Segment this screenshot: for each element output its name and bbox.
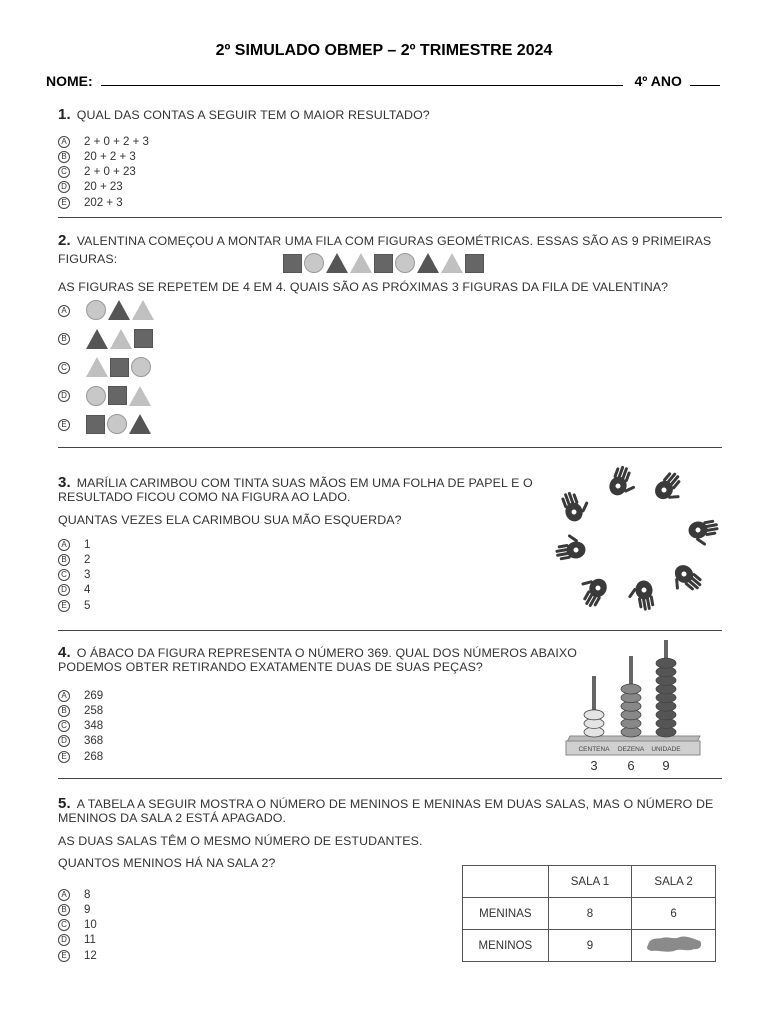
table-row-label: MENINOS [463, 930, 549, 962]
option-text: 5 [84, 599, 91, 612]
q2-option-d[interactable] [58, 389, 84, 404]
option-letter-circle[interactable]: D [58, 934, 70, 946]
q3-option-d[interactable] [58, 583, 90, 598]
q5-option-a[interactable] [58, 887, 90, 902]
q3-number: 3. [58, 474, 71, 491]
option-letter-circle[interactable]: A [58, 539, 70, 551]
q3-text-line2: RESULTADO FICOU COMO NA FIGURA AO LADO. [58, 490, 351, 504]
option-text: 2 + 0 + 2 + 3 [84, 135, 149, 148]
option-letter-circle[interactable]: E [58, 751, 70, 763]
table-header-cell: SALA 1 [548, 866, 632, 898]
grade-blank[interactable] [690, 74, 720, 86]
table-header-row [463, 866, 716, 898]
q5-text-line1: A TABELA A SEGUIR MOSTRA O NÚMERO DE MENINOS E MENINAS EM DUAS SALAS, MAS O NÚMERO DE [76, 797, 714, 811]
option-letter-circle[interactable]: E [58, 950, 70, 962]
triangle-icon [129, 386, 151, 406]
table-cell-erased [632, 930, 716, 962]
triangle-icon [326, 253, 348, 273]
option-text: 348 [84, 720, 104, 733]
q2-option-shapes [86, 357, 151, 377]
q2-question: AS FIGURAS SE REPETEM DE 4 EM 4. QUAIS SÃO AS PRÓXIMAS 3 FIGURAS DA FILA DE VALENTINA? [58, 280, 669, 294]
q5-option-d[interactable] [58, 933, 96, 948]
option-text: 8 [84, 888, 91, 901]
q5-option-b[interactable] [58, 902, 90, 917]
triangle-icon [110, 329, 132, 349]
option-letter-circle[interactable]: C [58, 569, 70, 581]
name-label: NOME: [46, 73, 93, 89]
square-icon [86, 415, 105, 434]
q1-option-d[interactable] [58, 180, 123, 195]
square-icon [110, 358, 129, 377]
square-icon [134, 329, 153, 348]
option-text: 3 [84, 569, 91, 582]
q1-option-b[interactable] [58, 149, 136, 164]
q1-option-c[interactable] [58, 165, 136, 180]
abacus-label-unidade: UNIDADE [651, 746, 681, 753]
q4-option-b[interactable] [58, 703, 103, 718]
option-letter-circle[interactable]: D [58, 735, 70, 747]
square-icon [465, 254, 484, 273]
divider [58, 447, 722, 448]
option-text: 9 [84, 903, 91, 916]
option-text: 268 [84, 750, 104, 763]
q2-option-shapes [86, 329, 153, 349]
option-letter-circle[interactable]: C [58, 720, 70, 732]
circle-icon [304, 253, 324, 273]
square-icon [283, 254, 302, 273]
q2-text-line1: VALENTINA COMEÇOU A MONTAR UMA FILA COM FIGURAS GEOMÉTRICAS. ESSAS SÃO AS 9 PRIMEIRAS [76, 234, 712, 248]
triangle-icon [129, 414, 151, 434]
q3-option-b[interactable] [58, 552, 90, 567]
table-row [463, 898, 716, 930]
abacus-digit-centena: 3 [590, 758, 598, 773]
handprint-icon [555, 534, 587, 562]
option-letter-circle[interactable]: E [58, 197, 70, 209]
divider [58, 778, 722, 779]
q2-option-c[interactable] [58, 360, 84, 375]
q1-statement [58, 107, 430, 123]
triangle-icon [441, 253, 463, 273]
q2-option-e[interactable] [58, 417, 84, 432]
abacus-digit-dezena: 6 [627, 758, 635, 773]
q5-option-c[interactable] [58, 918, 97, 933]
students-table [462, 865, 716, 962]
q2-option-shapes [86, 300, 154, 320]
circle-icon [107, 414, 127, 434]
handprint-icon [652, 470, 688, 506]
q4-number: 4. [58, 644, 71, 661]
q2-option-a[interactable] [58, 303, 84, 318]
option-text: 2 [84, 553, 91, 566]
option-letter-circle[interactable]: E [58, 600, 70, 612]
handprints-figure [552, 460, 724, 618]
triangle-icon [86, 329, 108, 349]
option-text: 2 + 0 + 23 [84, 166, 136, 179]
name-blank[interactable] [101, 74, 623, 86]
q2-option-shapes [86, 414, 151, 434]
name-row [46, 73, 720, 89]
option-text: 11 [84, 934, 96, 947]
q3-option-c[interactable] [58, 568, 90, 583]
q4-text-line1: O ÁBACO DA FIGURA REPRESENTA O NÚMERO 369. QUAL DOS NÚMEROS ABAIXO [76, 646, 577, 660]
abacus-bead [584, 710, 604, 720]
q1-option-e[interactable] [58, 195, 123, 210]
q3-text-line1: MARÍLIA CARIMBOU COM TINTA SUAS MÃOS EM UMA FOLHA DE PAPEL E O [76, 476, 533, 490]
q3-question: QUANTAS VEZES ELA CARIMBOU SUA MÃO ESQUERDA? [58, 513, 402, 527]
abacus-bead [656, 658, 676, 668]
circle-icon [131, 357, 151, 377]
option-text: 269 [84, 689, 104, 702]
q1-number: 1. [58, 106, 71, 123]
q5-statement [58, 796, 728, 812]
erased-smudge [644, 933, 704, 955]
q5-option-e[interactable] [58, 948, 97, 963]
option-text: 10 [84, 919, 97, 932]
q2-statement [58, 233, 728, 249]
option-letter-circle[interactable]: A [58, 889, 70, 901]
abacus-label-dezena: DEZENA [617, 746, 645, 753]
option-letter-circle[interactable]: B [58, 904, 70, 916]
option-letter-circle[interactable]: C [58, 362, 70, 374]
table-row-label: MENINAS [463, 898, 549, 930]
handprint-icon [607, 465, 638, 499]
handprint-icon [688, 519, 720, 547]
option-text: 202 + 3 [84, 196, 123, 209]
q3-option-a[interactable] [58, 537, 90, 552]
circle-icon [86, 300, 106, 320]
option-letter-circle[interactable]: B [58, 705, 70, 717]
option-text: 1 [84, 538, 91, 551]
option-letter-circle[interactable]: B [58, 333, 70, 345]
q2-text-line2: FIGURAS: [58, 252, 118, 266]
abacus-figure [560, 636, 710, 776]
triangle-icon [350, 253, 372, 273]
option-letter-circle[interactable]: D [58, 390, 70, 402]
q5-text-line3: AS DUAS SALAS TÊM O MESMO NÚMERO DE ESTUDANTES. [58, 834, 423, 848]
option-text: 258 [84, 704, 104, 717]
grade-label: 4º ANO [634, 73, 682, 89]
q4-statement [58, 645, 577, 661]
option-text: 12 [84, 949, 97, 962]
q4-option-a[interactable] [58, 688, 103, 703]
q3-option-e[interactable] [58, 598, 90, 613]
table-header-cell: SALA 2 [632, 866, 716, 898]
q2-number: 2. [58, 232, 71, 249]
option-letter-circle[interactable]: B [58, 554, 70, 566]
option-letter-circle[interactable]: A [58, 305, 70, 317]
divider [58, 217, 722, 218]
q4-option-e[interactable] [58, 749, 103, 764]
square-icon [374, 254, 393, 273]
table-cell: 8 [548, 898, 632, 930]
table-header-cell [463, 866, 549, 898]
option-letter-circle[interactable]: B [58, 151, 70, 163]
triangle-icon [108, 300, 130, 320]
page-title: 2º SIMULADO OBMEP – 2º TRIMESTRE 2024 [215, 42, 553, 59]
triangle-icon [417, 253, 439, 273]
triangle-icon [132, 300, 154, 320]
option-letter-circle[interactable]: A [58, 690, 70, 702]
q3-statement [58, 475, 533, 491]
q4-option-c[interactable] [58, 719, 103, 734]
option-text: 368 [84, 735, 104, 748]
option-letter-circle[interactable]: E [58, 419, 70, 431]
q1-text: QUAL DAS CONTAS A SEGUIR TEM O MAIOR RESULTADO? [76, 108, 430, 122]
divider [58, 630, 722, 631]
table-cell: 6 [632, 898, 716, 930]
q1-option-a[interactable] [58, 134, 149, 149]
q2-option-shapes [86, 386, 151, 406]
option-letter-circle[interactable]: C [58, 919, 70, 931]
table-row [463, 930, 716, 962]
abacus-bead [621, 684, 641, 694]
table-cell: 9 [548, 930, 632, 962]
q5-question: QUANTOS MENINOS HÁ NA SALA 2? [58, 856, 276, 870]
triangle-icon [86, 357, 108, 377]
q4-option-d[interactable] [58, 734, 103, 749]
handprint-icon [560, 489, 591, 523]
q2-sequence [283, 253, 484, 273]
option-letter-circle[interactable]: D [58, 181, 70, 193]
abacus-digit-unidade: 9 [662, 758, 670, 773]
option-text: 20 + 2 + 3 [84, 150, 136, 163]
option-letter-circle[interactable]: A [58, 136, 70, 148]
circle-icon [86, 386, 106, 406]
option-text: 4 [84, 584, 91, 597]
square-icon [108, 386, 127, 405]
handprint-icon [628, 580, 656, 612]
abacus-label-centena: CENTENA [578, 746, 610, 753]
option-letter-circle[interactable]: D [58, 584, 70, 596]
q2-option-b[interactable] [58, 332, 84, 347]
option-letter-circle[interactable]: C [58, 166, 70, 178]
q5-number: 5. [58, 795, 71, 812]
q4-text-line2: PODEMOS OBTER RETIRANDO EXATAMENTE DUAS DE SUAS PEÇAS? [58, 660, 483, 674]
option-text: 20 + 23 [84, 181, 123, 194]
circle-icon [395, 253, 415, 273]
handprint-icon [667, 562, 703, 598]
q5-text-line2: MENINOS DA SALA 2 ESTÁ APAGADO. [58, 811, 287, 825]
handprint-icon [576, 573, 610, 609]
